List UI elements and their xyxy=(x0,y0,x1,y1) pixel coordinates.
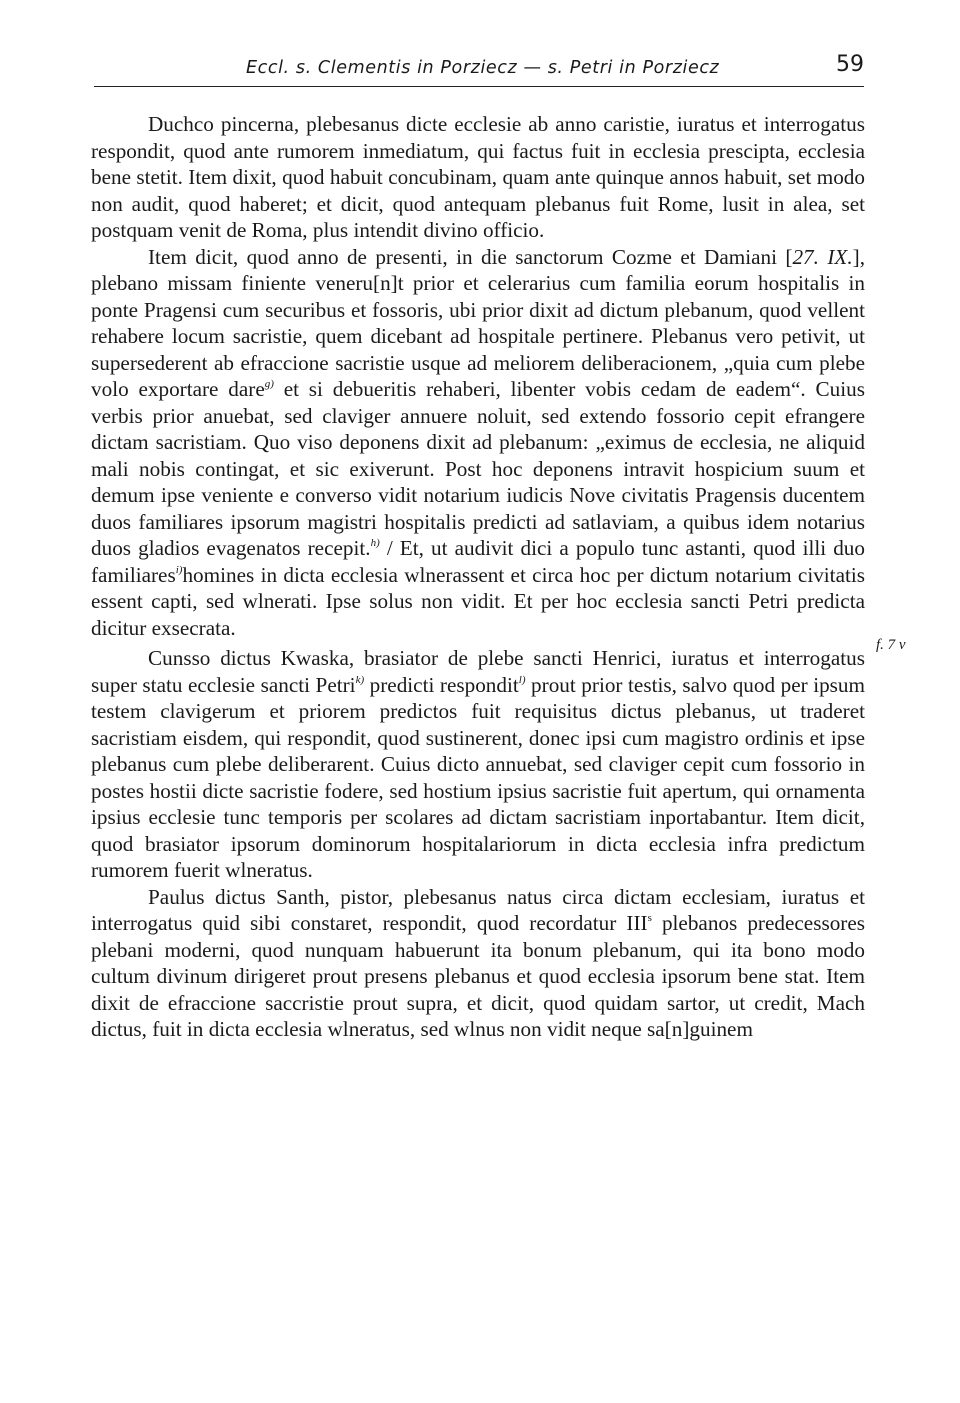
text-segment: Duchco pincerna, plebesanus dicte ecclesie ab anno caristie, iuratus et interrogatus respondit, quod ante rumorem inmediatum, qui factus fuit in ecclesia prescipta, ecclesia bene stetit. Item dixit, quod habuit concubinam, quam ante quinque annos habuit, set modo non audit, quod haberet; et dicit, quod antequam plebanus fuit Rome, lusit in alea, set postquam venit de Roma, plus intendit divino officio. xyxy=(91,112,865,242)
paragraph xyxy=(91,884,865,1043)
header-rule xyxy=(94,86,864,87)
text-segment: plebanos predecessores plebani moderni, quod nunquam habuerunt ita bonum plebanum, qui ita bono modo cultum divinum dirigeret prout presens plebanus et quod ecclesia ipsorum bene stat. Item dixit de efraccione saccristie prout supra, et dicit, quod quidam sartor, ut credit, Mach dictus, fuit in dicta ecclesia wlneratus, sed wlnus non vidit neque sa[n]guinem xyxy=(91,911,865,1041)
text-segment: Cunsso dictus Kwaska, brasiator de plebe sancti Henrici, iuratus et interrogatus super statu ecclesie sancti Petri xyxy=(91,646,865,697)
paragraph xyxy=(91,244,865,642)
italic-date: 27. IX. xyxy=(792,244,853,269)
superscript: s xyxy=(647,912,652,924)
text-segment: homines in dicta ecclesia wlnerassent et circa hoc per dictum notarium civitatis essent capti, sed wlnerati. Ipse solus non vidit. Et per hoc ecclesia sancti Petri predicta dicitur exsecrata. xyxy=(91,562,865,640)
footnote-marker: l) xyxy=(518,673,526,686)
text-segment: predicti respondit xyxy=(364,672,519,697)
text-segment: Item dicit, quod anno de presenti, in die sanctorum Cozme et Damiani [ xyxy=(148,244,793,269)
body-text xyxy=(91,111,865,1043)
folio-margin-note: f. 7 v xyxy=(876,637,906,653)
text-segment: et si debueritis rehaberi, libenter vobis cedam de eadem“. Cuius verbis prior anuebat, sed claviger annuere noluit, sed extendo fossorio cepit efrangere dictam sacristiam. Quo viso deponens dixit ad plebanum: „eximus de ecclesia, ne aliquid mali nobis contingat, et sic exiverunt. Post hoc deponens intravit hospicium suum et demum ipse veniente e converso vidit notarium iudicis Nove civitatis Pragensis ducentem duos familiares ipsorum magistri hospitalis predicti ad satlaviam, a quibus idem notarius duos gladios evagenatos recepit. xyxy=(91,377,865,560)
footnote-marker: h) xyxy=(370,537,380,549)
text-segment: Paulus dictus Santh, pistor, plebesanus natus circa dictam ecclesiam, iuratus et interrogatus quid sibi constaret, respondit, quod recordatur III xyxy=(91,884,865,935)
page-number: 59 xyxy=(836,52,864,77)
running-title: Eccl. s. Clementis in Porziecz — s. Petri in Porziecz xyxy=(246,58,720,78)
paragraph xyxy=(91,111,865,244)
footnote-marker: g) xyxy=(264,378,274,390)
footnote-marker: i) xyxy=(175,563,183,576)
running-head xyxy=(94,52,864,86)
text-segment: / Et, ut audivit dici a populo tunc astanti, quod illi duo familiares xyxy=(91,536,865,587)
text-segment: ], plebano missam finiente veneru[n]t prior et celerarius cum familia eorum hospitalis in ponte Pragensi cum securibus et fossoris, ubi prior dixit ad dictum plebanum, quod vellent rehabere locum sacristie, quem dicebant ad hospitale pertinere. Plebanus vero petivit, ut supersederent ab efraccione sacristie usque ad meliorem deliberacionem, „quia cum plebe volo exportare dare xyxy=(91,244,865,401)
paragraph xyxy=(91,645,865,884)
footnote-marker: k) xyxy=(355,673,365,686)
text-segment: prout prior testis, salvo quod per ipsum testem clavigerum et priorem predictos fuit requisitus dictus plebanus, ut traderet sacristiam eisdem, qui respondit, quod sustinerent, donec ipsi cum magistro ordinis et ipse plebanus cum plebe deliberarent. Cuius dicto annuebat, sed claviger cepit cum fossorio in postes hostii dicte sacristie fodere, sed hostium ipsius sacristie fuit apertum, qui ornamenta ipsius ecclesie tunc temporis per scolares ad dictam sacristiam inportabantur. Item dicit, quod brasiator ipsorum dominorum hospitalariorum in dicta ecclesia infra predictum rumorem fuerit wlneratus. xyxy=(91,672,865,882)
